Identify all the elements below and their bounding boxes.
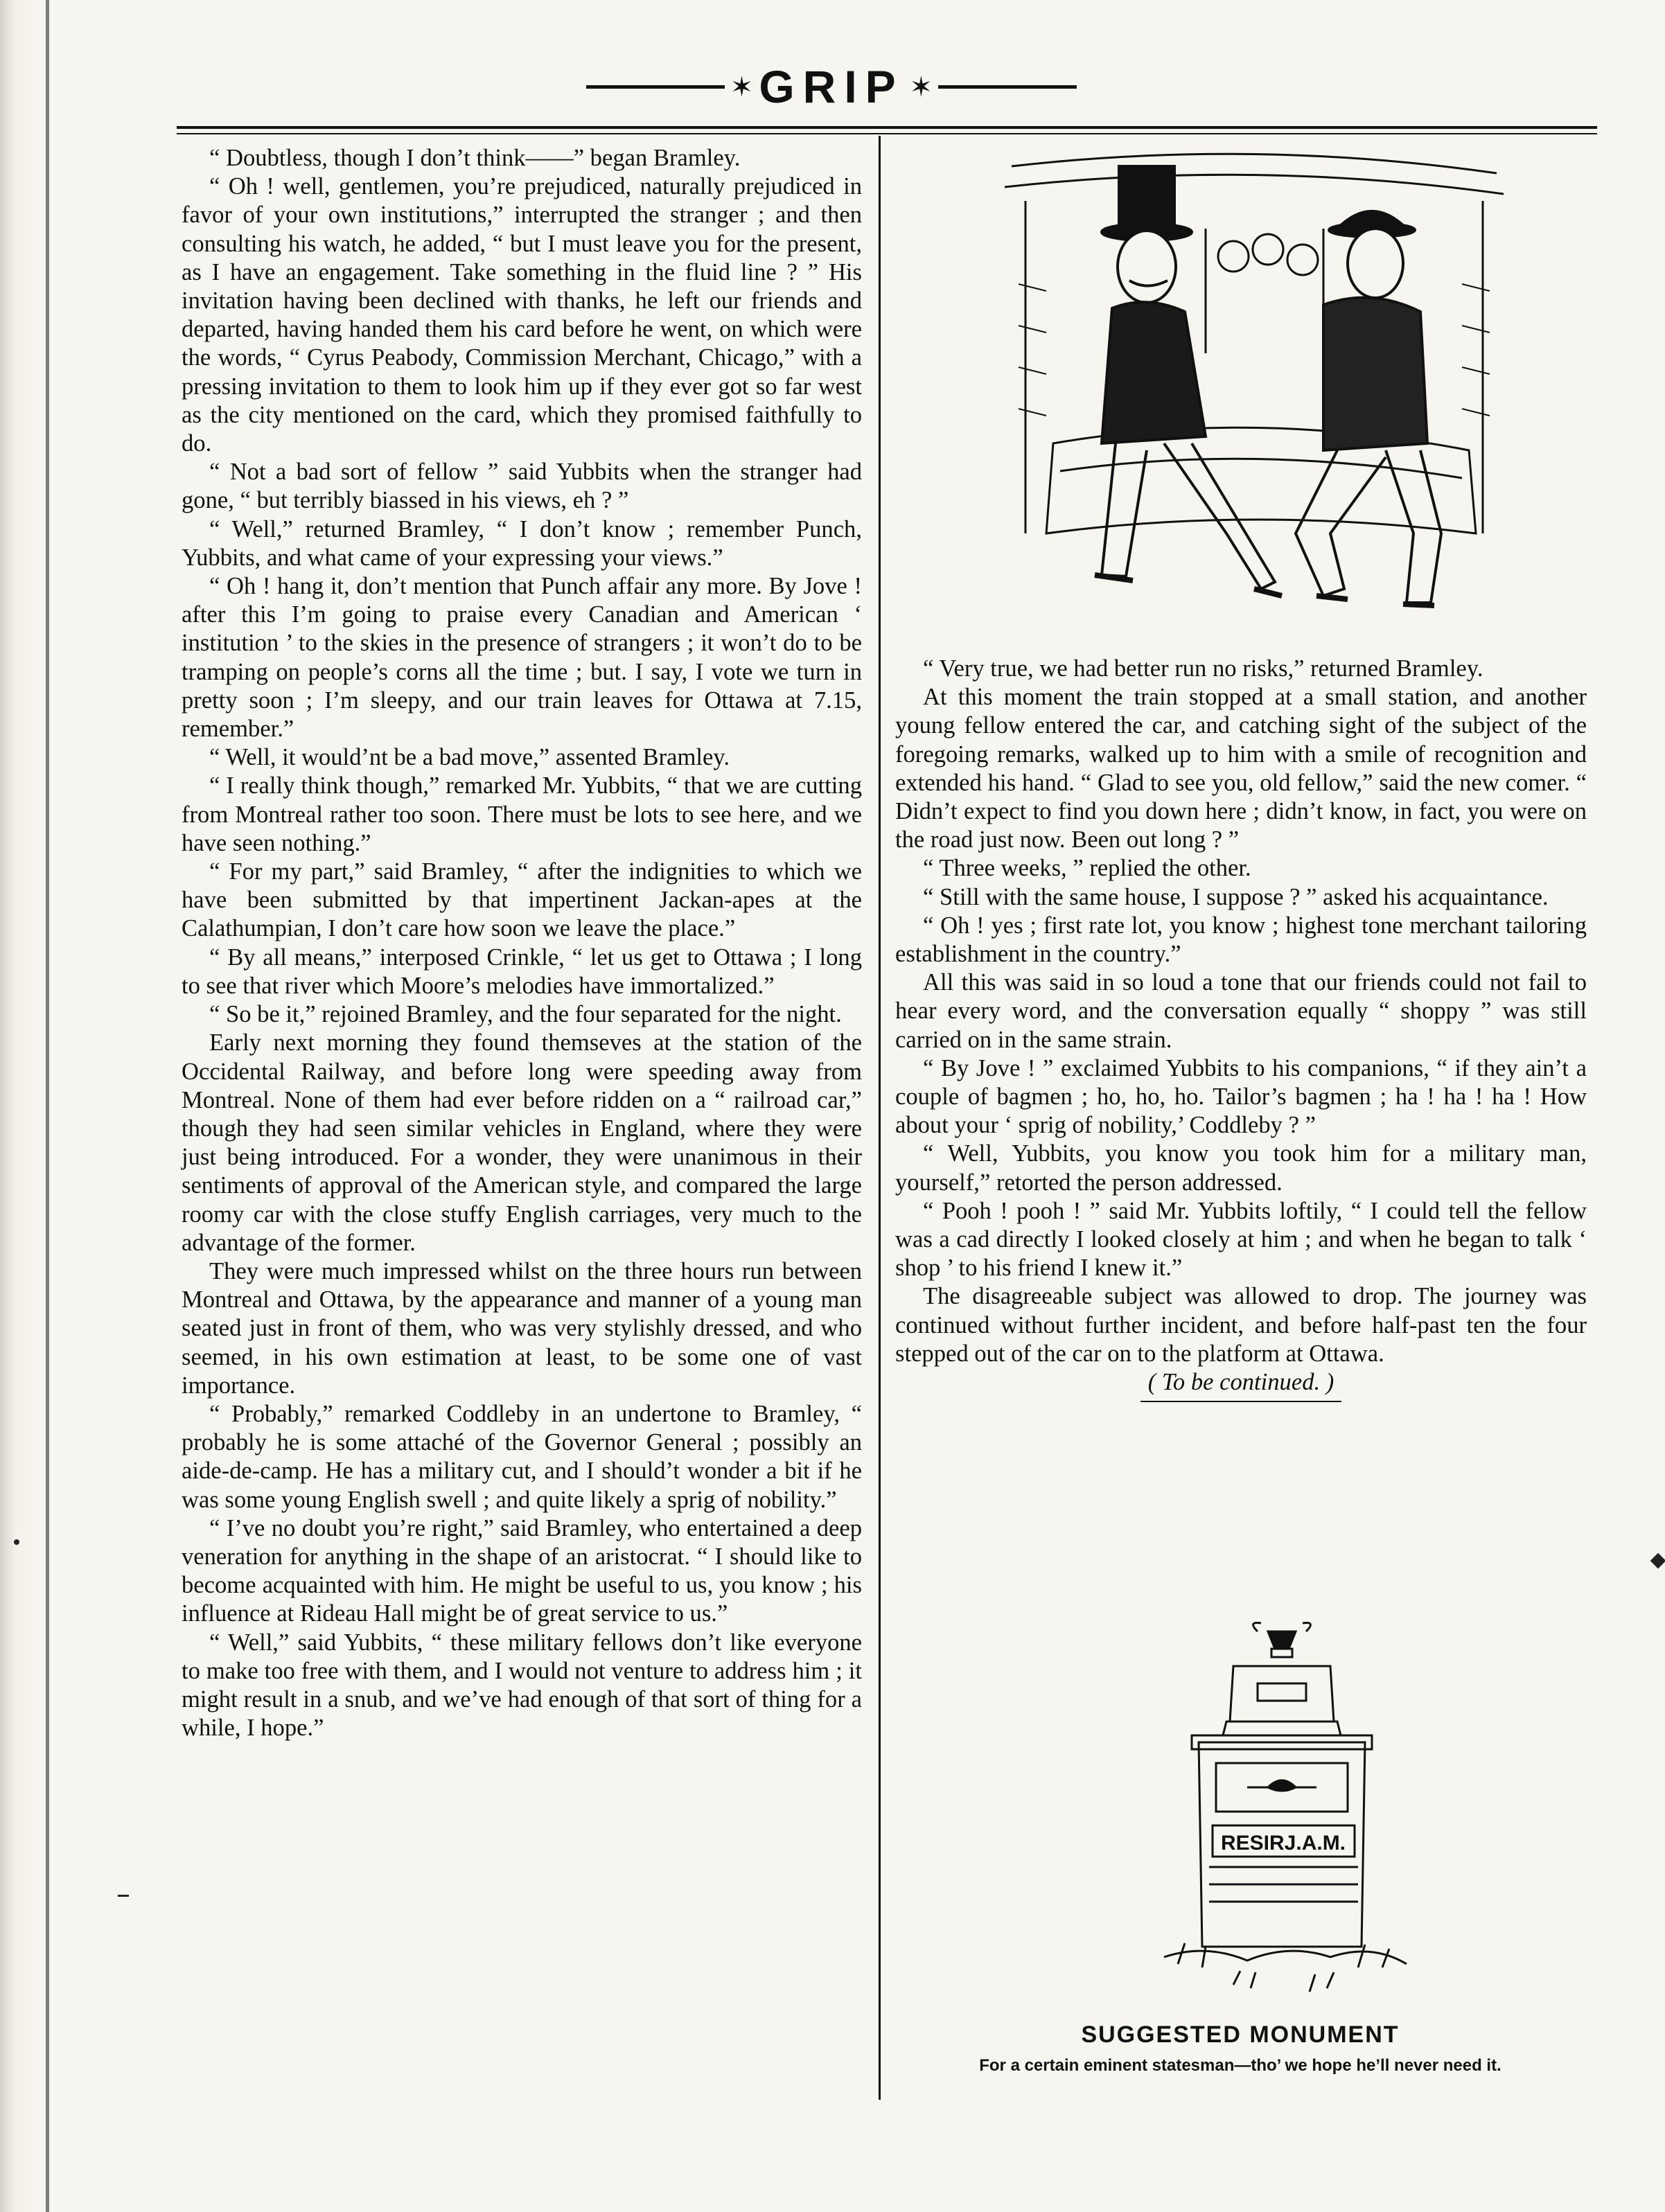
paragraph: “ Still with the same house, I suppose ? ” asked his acquaintance. xyxy=(923,883,1549,910)
paragraph: “ Three weeks, ” replied the other. xyxy=(923,855,1251,882)
paragraph: “ Pooh ! pooh ! ” said Mr. Yubbits loftily, “ I could tell the fellow was a cad directly I looked closely at him ; and when he began to talk ‘ shop ’ to his friend I knew it.” xyxy=(895,1197,1587,1282)
paragraph: “ Oh ! yes ; first rate lot, you know ; highest tone merchant tailoring establishment in the country.” xyxy=(895,912,1587,968)
paragraph: “ Well, Yubbits, you know you took him for a military man, yourself,” retorted the person addressed. xyxy=(895,1140,1587,1196)
paragraph: The disagreeable subject was allowed to drop. The journey was continued without further incident, and before half-past ten the four stepped out of the car on to the platform at Ottawa. xyxy=(895,1283,1587,1367)
paragraph: “ Well,” said Yubbits, “ these military fellows don’t like everyone to make too free with them, and I would not venture to address him ; it might result in a snub, and we’ve had enough of that sort of thing for a while, I hope.” xyxy=(182,1629,862,1742)
seated-man-top-hat xyxy=(1095,166,1282,596)
paragraph: “ Doubtless, though I don’t think——” began Bramley. xyxy=(209,145,741,171)
paragraph: “ Very true, we had better run no risks,” returned Bramley. xyxy=(923,655,1483,682)
paragraph: “ Oh ! well, gentlemen, you’re prejudiced, naturally prejudiced in favor of your own institutions,” interrupted the stranger ; and then consulting his watch, he added, “ but I must leave you for the present, as I have an engagement. Take something in the fluid line ? ” His invitation having been declined with thanks, he left our friends and departed, having handed them his card before he went, on which were the words, “ Cyrus Peabody, Commission Merchant, Chicago,” with a pressing invitation to them to look him up if they ever got so far west as the city mentioned on the card, which they promised faithfully to do. xyxy=(182,173,862,457)
paragraph: “ By all means,” interposed Crinkle, “ let us get to Ottawa ; I long to see that river which Moore’s melodies have immortalized.” xyxy=(182,944,862,999)
paragraph: “ Probably,” remarked Coddleby in an undertone to Bramley, “ probably he is some attaché of the Governor General ; possibly an aide-de-camp. He has a military cut, and I should’t wonder a bit if he was some young English swell ; and quite likely a sprig of nobility.” xyxy=(182,1400,862,1513)
right-column xyxy=(895,655,1587,1402)
paragraph: All this was said in so loud a tone that our friends could not fail to hear every word, and the conversation equally “ shoppy ” was still carried on in the same strain. xyxy=(895,969,1587,1053)
paragraph: They were much impressed whilst on the three hours run between Montreal and Ottawa, by the appearance and manner of a young man seated just in front of them, who was very stylishly dressed, and who seemed, in his own estimation at least, to be some one of vast importance. xyxy=(182,1257,862,1399)
margin-dash xyxy=(118,1895,129,1897)
masthead xyxy=(180,48,1483,125)
paragraph: “ So be it,” rejoined Bramley, and the four separated for the night. xyxy=(209,1001,842,1028)
paragraph: Early next morning they found themseves at the station of the Occidental Railway, and before long were speeding away from Montreal. None of them had ever before ridden on a “ railroad car,” though they had seen similar vehicles in England, where they were just being introduced. For a wonder, they were unanimous in their sentiments of approval of the American style, and compared the large roomy car with the close stuffy English carriages, very much to the advantage of the former. xyxy=(182,1029,862,1256)
paragraph: “ I really think though,” remarked Mr. Yubbits, “ that we are cutting from Montreal rather too soon. There must be lots to see here, and we have seen nothing.” xyxy=(182,772,862,856)
page-edge-shadow xyxy=(0,0,49,2212)
caption-title: SUGGESTED MONUMENT xyxy=(1081,2021,1400,2048)
continued-rule xyxy=(1140,1401,1341,1402)
paragraph: “ By Jove ! ” exclaimed Yubbits to his companions, “ if they ain’t a couple of bagmen ; ho, ho, ho. Tailor’s bagmen ; ha ! ha ! ha ! How about your ‘ sprig of nobility,’ Coddleby ? ” xyxy=(895,1054,1587,1139)
seated-man-bowler-hat xyxy=(1296,211,1441,605)
paragraph: “ Not a bad sort of fellow ” said Yubbits when the stranger had gone, “ but terribly biassed in his views, eh ? ” xyxy=(182,459,862,514)
masthead-rule-left xyxy=(586,85,725,89)
paragraph: “ I’ve no doubt you’re right,” said Bramley, who entertained a deep veneration for anything in the shape of an aristocrat. “ I should like to become acquainted with him. He might be useful to us, you know ; his influence at Rideau Hall might be of great service to us.” xyxy=(182,1514,862,1627)
star-icon: ✶ xyxy=(909,71,933,103)
masthead-rule-right xyxy=(938,85,1077,89)
masthead-title: GRIP xyxy=(759,61,904,112)
caption-subtitle: For a certain eminent statesman—tho’ we hope he’ll never need it. xyxy=(979,2056,1501,2075)
column-divider xyxy=(879,136,881,2100)
paragraph: “ Well, it would’nt be a bad move,” assented Bramley. xyxy=(209,744,730,771)
to-be-continued: ( To be continued. ) xyxy=(1147,1369,1334,1396)
binding-edge xyxy=(46,0,49,2212)
paragraph: “ Oh ! hang it, don’t mention that Punch affair any more. By Jove ! after this I’m going to praise every Canadian and American ‘ institution ’ to the skies in the presence of strangers ; it won’t do to be tramping on people’s corns all the time ; but. I say, I vote we turn in pretty soon ; I’m sleepy, and our train leaves for Ottawa at 7.15, remember.” xyxy=(182,573,862,743)
paragraph: “ Well,” returned Bramley, “ I don’t know ; remember Punch, Yubbits, and what came of your expressing your views.” xyxy=(182,515,862,571)
header-rule-thin xyxy=(177,133,1597,134)
star-icon: ✶ xyxy=(730,71,754,103)
margin-speck xyxy=(14,1539,19,1545)
margin-mark xyxy=(1650,1553,1665,1569)
paragraph: “ For my part,” said Bramley, “ after the indignities to which we have been submitted by that impertinent Jackan-apes at the Calathumpian, I don’t care how soon we leave the place.” xyxy=(182,858,862,942)
paragraph: At this moment the train stopped at a small station, and another young fellow entered the car, and catching sight of the subject of the foregoing remarks, walked up to him with a smile of recognition and extended his hand. “ Glad to see you, old fellow,” said the new comer. “ Didn’t expect to find you down here ; didn’t know, in fact, you were on the road just now. Been out long ? ” xyxy=(895,684,1587,853)
monument-illustration xyxy=(1136,1618,1427,2012)
monument-inscription: RESIRJ.A.M. xyxy=(1220,1832,1346,1855)
header-rule xyxy=(177,126,1597,129)
left-column xyxy=(182,144,862,1742)
railway-car-illustration xyxy=(998,145,1510,644)
